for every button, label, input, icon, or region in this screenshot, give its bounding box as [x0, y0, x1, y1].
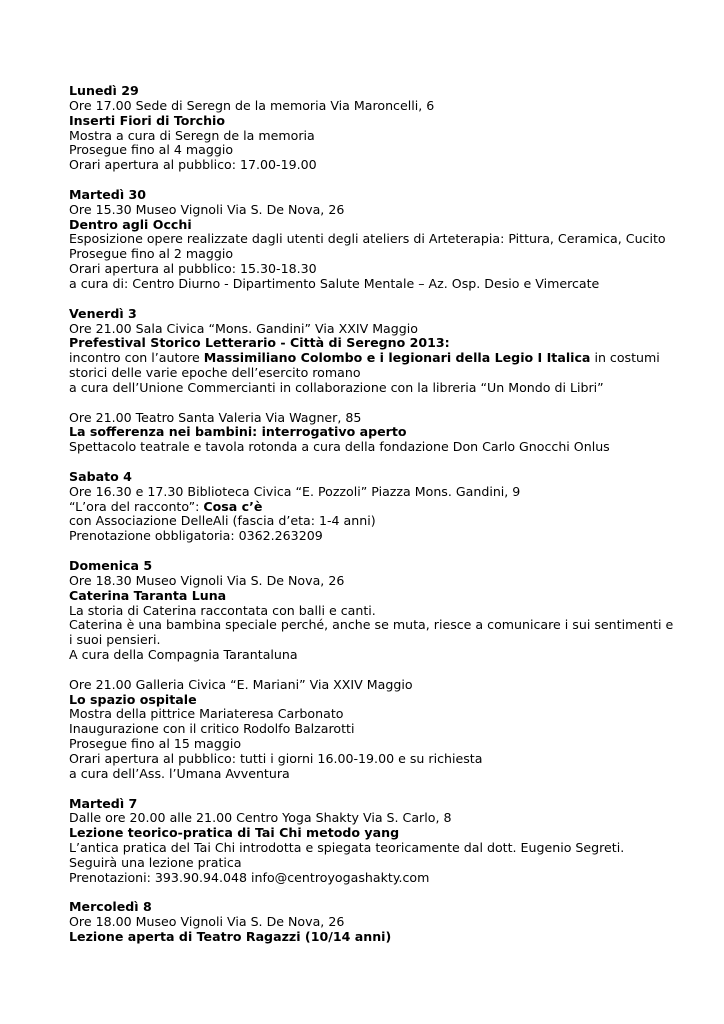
event-detail: A cura della Compagnia Tarantaluna: [69, 647, 298, 663]
event-block: [69, 84, 669, 173]
event-detail: Prosegue fino al 2 maggio: [69, 246, 234, 262]
event-date: Venerdì 3: [69, 305, 137, 321]
event-detail: Esposizione opere realizzate dagli utenti degli ateliers di Arteterapia: Pittura, Ceramica, Cucito: [69, 231, 666, 247]
event-detail: Spettacolo teatrale e tavola rotonda a cura della fondazione Don Carlo Gnocchi Onlus: [69, 439, 610, 455]
event-detail: Orari apertura al pubblico: 15.30-18.30: [69, 261, 317, 277]
event-time-place: Ore 18.00 Museo Vignoli Via S. De Nova, 26: [69, 914, 345, 930]
event-detail: a cura dell’Unione Commercianti in collaborazione con la libreria “Un Mondo di Libri”: [69, 379, 604, 395]
event-block: [69, 307, 669, 396]
event-detail: Mostra della pittrice Mariateresa Carbonato: [69, 706, 344, 722]
intro-suffix: in costumi: [590, 350, 660, 366]
event-time-place: Ore 21.00 Galleria Civica “E. Mariani” Via XXIV Maggio: [69, 676, 413, 692]
event-date: Martedì 30: [69, 186, 147, 202]
event-title: Lezione aperta di Teatro Ragazzi (10/14 anni): [69, 929, 392, 945]
event-block: [69, 188, 669, 292]
event-detail: a cura dell’Ass. l’Umana Avventura: [69, 765, 290, 781]
event-detail: Inaugurazione con il critico Rodolfo Balzarotti: [69, 721, 355, 737]
intro-author: Massimiliano Colombo e i legionari della Legio I Italica: [203, 350, 591, 366]
spacer: [69, 782, 669, 797]
spacer: [69, 544, 669, 559]
event-detail: L’antica pratica del Tai Chi introdotta e spiegata teoricamente dal dott. Eugenio Segreti.: [69, 840, 625, 856]
event-detail: Mostra a cura di Seregn de la memoria: [69, 127, 315, 143]
event-detail: Prenotazioni: 393.90.94.048 info@centroyogashakty.com: [69, 869, 430, 885]
event-detail: Prosegue fino al 15 maggio: [69, 736, 242, 752]
spacer: [69, 455, 669, 470]
event-block: [69, 558, 674, 663]
event-detail: con Associazione DelleAli (fascia d’eta: 1-4 anni): [69, 513, 376, 529]
event-time-place: Ore 15.30 Museo Vignoli Via S. De Nova, 26: [69, 201, 345, 217]
event-title: Lo spazio ospitale: [69, 691, 197, 707]
event-title: Cosa c’è: [203, 498, 263, 514]
event-date: Martedì 7: [69, 795, 138, 811]
event-detail: Prosegue fino al 4 maggio: [69, 142, 234, 158]
event-title: La sofferenza nei bambini: interrogativo aperto: [69, 424, 407, 440]
event-title: Lezione teorico-pratica di Tai Chi metodo yang: [69, 825, 400, 841]
event-title: Caterina Taranta Luna: [69, 587, 227, 603]
event-date: Sabato 4: [69, 468, 132, 484]
event-title: Prefestival Storico Letterario - Città di Seregno 2013:: [69, 335, 450, 351]
event-intro: [69, 351, 669, 366]
spacer: [69, 396, 669, 411]
event-time-place: Ore 17.00 Sede di Seregn de la memoria Via Maroncelli, 6: [69, 97, 435, 113]
event-detail: Orari apertura al pubblico: 17.00-19.00: [69, 157, 317, 173]
event-title: Inserti Fiori di Torchio: [69, 112, 226, 128]
events-calendar: [69, 83, 674, 945]
event-detail: Seguirà una lezione pratica: [69, 854, 242, 870]
event-block: [69, 470, 669, 544]
event-time-place: Ore 21.00 Sala Civica “Mons. Gandini” Via XXIV Maggio: [69, 320, 418, 336]
spacer: [69, 292, 669, 307]
spacer: [69, 886, 669, 901]
event-block: [69, 411, 669, 456]
event-detail: a cura di: Centro Diurno - Dipartimento Salute Mentale – Az. Osp. Desio e Vimercate: [69, 275, 600, 291]
event-time-place: Ore 18.30 Museo Vignoli Via S. De Nova, 26: [69, 572, 345, 588]
event-block: [69, 900, 669, 945]
event-block: [69, 797, 669, 886]
event-detail: Prenotazione obbligatoria: 0362.263209: [69, 528, 323, 544]
event-time-place: Ore 21.00 Teatro Santa Valeria Via Wagner, 85: [69, 409, 362, 425]
event-detail: Caterina è una bambina speciale perché, anche se muta, riesce a comunicare i sui sentimenti e: [69, 617, 674, 633]
spacer: [69, 663, 669, 678]
spacer: [69, 173, 669, 188]
event-date: Mercoledì 8: [69, 899, 152, 915]
title-prefix: “L’ora del racconto”:: [69, 498, 204, 514]
event-time-place: Ore 16.30 e 17.30 Biblioteca Civica “E. Pozzoli” Piazza Mons. Gandini, 9: [69, 483, 521, 499]
event-block: [69, 678, 669, 782]
event-date: Domenica 5: [69, 558, 153, 573]
event-time-place: Dalle ore 20.00 alle 21.00 Centro Yoga Shakty Via S. Carlo, 8: [69, 810, 452, 826]
event-title: Dentro agli Occhi: [69, 216, 192, 232]
event-detail: Orari apertura al pubblico: tutti i giorni 16.00-19.00 e su richiesta: [69, 750, 483, 766]
event-date: Lunedì 29: [69, 83, 139, 98]
intro-prefix: incontro con l’autore: [69, 350, 204, 366]
event-detail: i suoi pensieri.: [69, 632, 161, 648]
event-title-line: [69, 500, 669, 515]
event-detail: La storia di Caterina raccontata con balli e canti.: [69, 602, 376, 618]
event-detail: storici delle varie epoche dell’esercito romano: [69, 365, 361, 381]
